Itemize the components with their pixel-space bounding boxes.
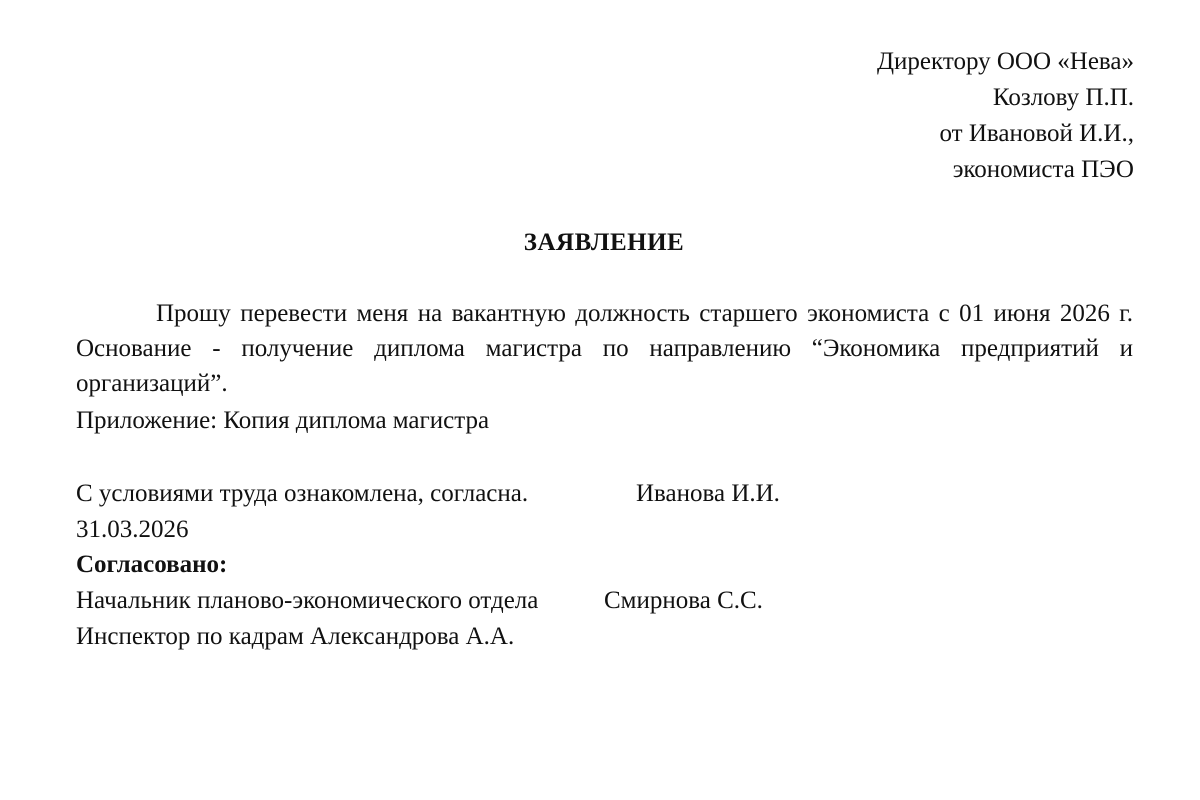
- consent-text: С условиями труда ознакомлена, согласна.: [76, 480, 529, 507]
- approver-row: [76, 583, 763, 618]
- attachment-line: Приложение: Копия диплома магистра: [76, 407, 490, 434]
- approver-name: Смирнова С.С.: [604, 587, 763, 614]
- approver-row: [76, 619, 514, 654]
- agreement-heading: Согласовано:: [76, 551, 228, 578]
- request-paragraph: Прошу перевести меня на вакантную должность старшего экономиста с 01 июня 2026 г. Основание - получение диплома магистра по направлению “Экономика предприятий и организаций”.: [76, 300, 1133, 397]
- approver-position: Инспектор по кадрам: [76, 623, 311, 650]
- document-title: ЗАЯВЛЕНИЕ: [523, 229, 685, 256]
- approver-position: Начальник планово-экономического отдела: [76, 587, 539, 614]
- document-date: 31.03.2026: [76, 516, 189, 543]
- sender-name: от Ивановой И.И.,: [939, 120, 1134, 147]
- addressee-director: Директору ООО «Нева»: [877, 48, 1134, 75]
- approver-name: Александрова А.А.: [310, 623, 515, 650]
- addressee-name: Козлову П.П.: [992, 84, 1134, 111]
- sender-position: экономиста ПЭО: [952, 156, 1134, 183]
- consent-signer: Иванова И.И.: [636, 480, 780, 507]
- consent-line: [76, 476, 780, 511]
- addressee-block: [534, 44, 1134, 188]
